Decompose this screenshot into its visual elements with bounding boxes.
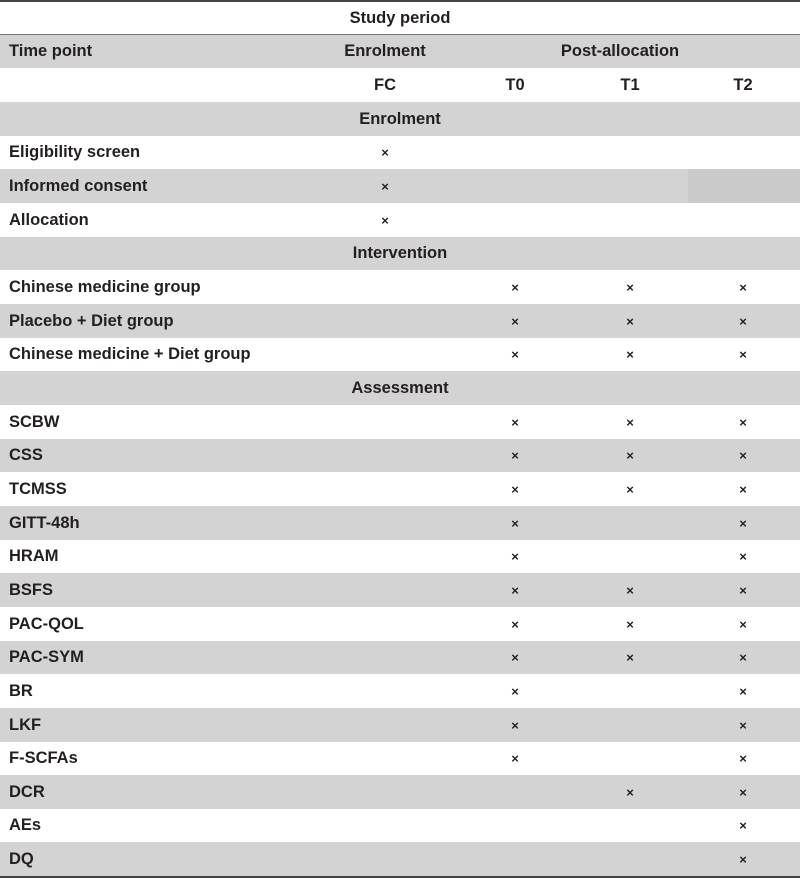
mark-t2: ×	[739, 313, 747, 329]
mark-t0: ×	[511, 448, 519, 463]
mark-t0: ×	[511, 650, 519, 665]
table-row	[0, 439, 800, 472]
section-row-enrolment	[0, 102, 800, 136]
enrolment-column-header: Enrolment	[344, 42, 426, 60]
row-label: SCBW	[9, 412, 60, 431]
table-row	[0, 742, 800, 775]
row-label: Placebo + Diet group	[9, 311, 174, 330]
row-label: HRAM	[9, 547, 59, 565]
table-row	[0, 708, 800, 742]
row-label: Eligibility screen	[9, 143, 141, 161]
mark-fc: ×	[381, 212, 389, 228]
mark-t1: ×	[626, 279, 634, 295]
mark-t2: ×	[739, 481, 747, 497]
mark-fc: ×	[381, 145, 389, 160]
row-label: AEs	[9, 816, 42, 834]
row-label: BSFS	[9, 580, 54, 599]
mark-t2: ×	[739, 347, 747, 362]
mark-t0: ×	[511, 549, 519, 564]
mark-t1: ×	[626, 650, 634, 665]
study-period-row	[0, 2, 800, 34]
mark-t2: ×	[739, 515, 747, 531]
row-label: DCR	[9, 782, 45, 801]
table-row	[0, 169, 800, 203]
mark-t2: ×	[739, 683, 747, 699]
mark-t1: ×	[626, 313, 634, 329]
t0-header: T0	[505, 75, 525, 94]
mark-t2: ×	[739, 582, 747, 598]
mark-t2: ×	[739, 650, 747, 665]
section-row-intervention	[0, 237, 800, 270]
mark-t2: ×	[739, 851, 747, 867]
mark-t0: ×	[511, 481, 519, 497]
row-label: Chinese medicine group	[9, 277, 201, 296]
row-label: Informed consent	[9, 176, 148, 195]
mark-t0: ×	[511, 582, 519, 598]
mark-t2: ×	[739, 751, 747, 766]
mark-t0: ×	[511, 683, 519, 699]
row-label: PAC-SYM	[9, 648, 84, 666]
row-label: LKF	[9, 715, 42, 734]
mark-t0: ×	[511, 515, 519, 531]
row-label: Chinese medicine + Diet group	[9, 345, 251, 363]
table-row	[0, 540, 800, 573]
visit-labels-row	[0, 68, 800, 102]
mark-t0: ×	[511, 616, 519, 632]
table-row	[0, 607, 800, 641]
table-row	[0, 304, 800, 338]
table-row	[0, 573, 800, 607]
study-period-header: Study period	[349, 8, 451, 27]
mark-t0: ×	[511, 279, 519, 295]
time-point-row	[0, 35, 800, 68]
t1-header: T1	[620, 75, 640, 94]
row-label: GITT-48h	[9, 513, 80, 532]
table-row	[0, 338, 800, 371]
mark-t1: ×	[626, 448, 634, 463]
section-row-assessment	[0, 371, 800, 405]
table-row	[0, 136, 800, 169]
row-label: Allocation	[9, 210, 89, 229]
mark-t2: ×	[739, 818, 747, 833]
table-row	[0, 775, 800, 809]
mark-t0: ×	[511, 347, 519, 362]
fc-header: FC	[374, 75, 396, 94]
table-row	[0, 203, 800, 237]
row-label: DQ	[9, 849, 34, 868]
mark-t0: ×	[511, 751, 519, 766]
row-label: CSS	[9, 446, 43, 464]
mark-t2: ×	[739, 414, 747, 430]
mark-t2: ×	[739, 717, 747, 733]
mark-t1: ×	[626, 481, 634, 497]
row-label: PAC-QOL	[9, 614, 84, 633]
mark-t1: ×	[626, 347, 634, 362]
t2-header: T2	[733, 75, 753, 94]
row-label: BR	[9, 681, 33, 700]
row-label: TCMSS	[9, 479, 67, 498]
table-row	[0, 842, 800, 876]
section-title-intervention: Intervention	[352, 244, 448, 262]
mark-t0: ×	[511, 414, 519, 430]
table-row	[0, 405, 800, 439]
table-row	[0, 472, 800, 506]
mark-fc: ×	[381, 178, 389, 194]
mark-t2: ×	[739, 616, 747, 632]
section-title-assessment: Assessment	[351, 378, 449, 397]
table-row	[0, 506, 800, 540]
mark-t2: ×	[739, 448, 747, 463]
section-title-enrolment: Enrolment	[359, 109, 441, 128]
mark-t1: ×	[626, 616, 634, 632]
table-row	[0, 641, 800, 674]
mark-t1: ×	[626, 414, 634, 430]
mark-t2: ×	[739, 549, 747, 564]
mark-t1: ×	[626, 784, 634, 800]
mark-t2: ×	[739, 784, 747, 800]
table-row	[0, 674, 800, 708]
table-row	[0, 809, 800, 842]
mark-t0: ×	[511, 313, 519, 329]
row-label: F-SCFAs	[9, 749, 78, 767]
mark-t1: ×	[626, 582, 634, 598]
mark-t2: ×	[739, 279, 747, 295]
post-allocation-header: Post-allocation	[560, 42, 680, 60]
t2-column-shade	[688, 169, 800, 203]
mark-t0: ×	[511, 717, 519, 733]
time-point-header: Time point	[9, 42, 93, 60]
table-row	[0, 270, 800, 304]
